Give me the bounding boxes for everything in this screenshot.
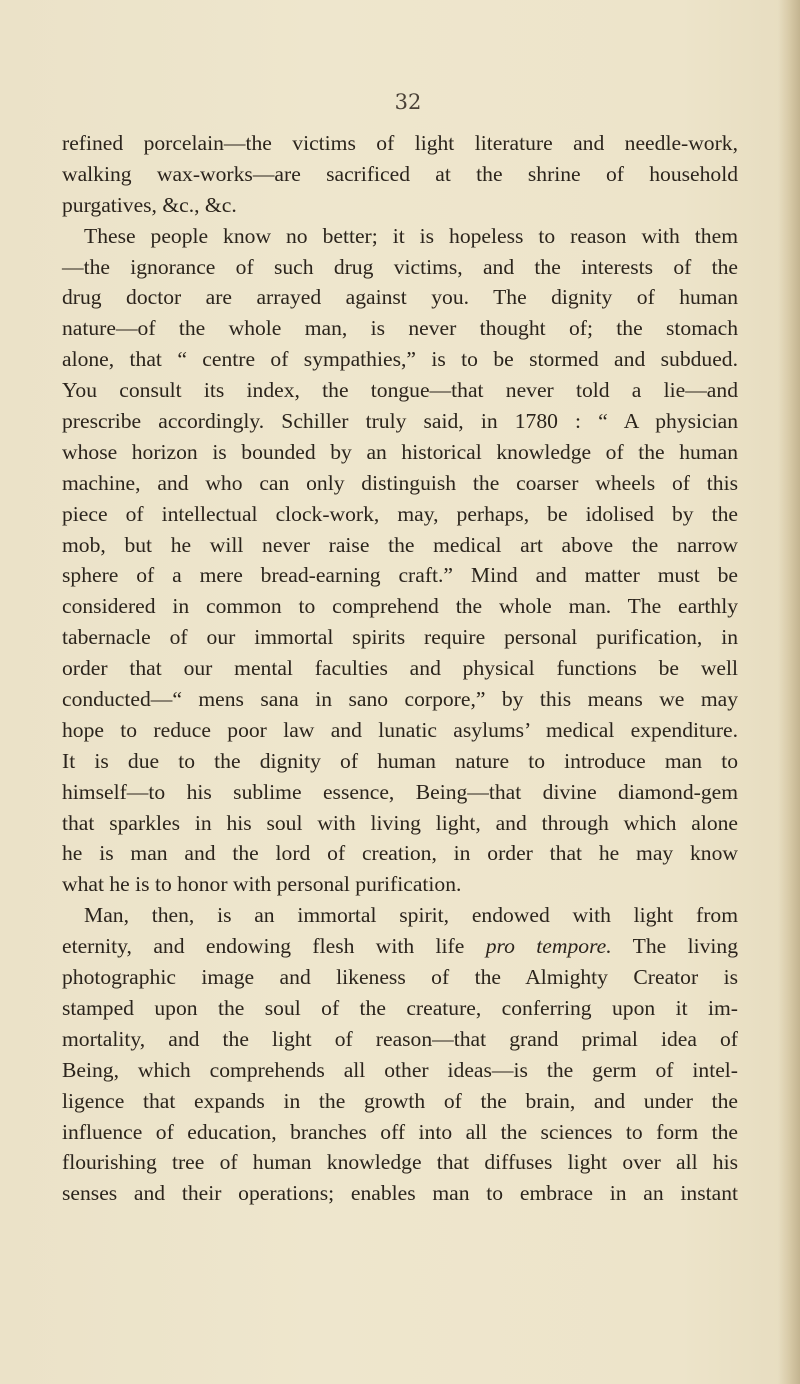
- text-line: Being, which comprehends all other ideas—is the germ of intel-: [62, 1057, 738, 1082]
- text-line: whose horizon is bounded by an historical knowledge of the human: [62, 439, 738, 464]
- text-line: flourishing tree of human knowledge that diffuses light over all his: [62, 1150, 738, 1175]
- text-line: alone, that “ centre of sympathies,” is to be stormed and subdued.: [62, 347, 738, 372]
- text-line: —the ignorance of such drug victims, and the interests of the: [62, 254, 738, 279]
- text-line: influence of education, branches off into all the sciences to form the: [62, 1119, 738, 1144]
- text-line: considered in common to comprehend the whole man. The earthly: [62, 594, 738, 619]
- page-body-text: [62, 128, 738, 1209]
- italic-phrase: pro tempore.: [485, 934, 612, 959]
- text-line: drug doctor are arrayed against you. The dignity of human: [62, 285, 738, 310]
- paragraph-start-line: These people know no better; it is hopeless to reason with them: [84, 223, 738, 248]
- text-line: walking wax-works—are sacrificed at the shrine of household: [62, 161, 738, 186]
- text-line: piece of intellectual clock-work, may, perhaps, be idolised by the: [62, 501, 738, 526]
- text-line: mortality, and the light of reason—that grand primal idea of: [62, 1026, 738, 1051]
- text-line: prescribe accordingly. Schiller truly said, in 1780 : “ A physician: [62, 409, 738, 434]
- text-segment: The living: [611, 934, 738, 959]
- text-line: nature—of the whole man, is never thought of; the stomach: [62, 316, 738, 341]
- paragraph-start-line: Man, then, is an immortal spirit, endowed with light from: [84, 903, 738, 928]
- text-line: order that our mental faculties and physical functions be well: [62, 656, 738, 681]
- text-line-with-italic: [62, 931, 738, 962]
- text-line: he is man and the lord of creation, in order that he may know: [62, 841, 738, 866]
- text-line: stamped upon the soul of the creature, conferring upon it im-: [62, 995, 738, 1020]
- text-line: purgatives, &c., &c.: [62, 192, 237, 217]
- text-line: You consult its index, the tongue—that never told a lie—and: [62, 378, 738, 403]
- text-line: It is due to the dignity of human nature to introduce man to: [62, 748, 738, 773]
- text-line: senses and their operations; enables man to embrace in an instant: [62, 1181, 738, 1206]
- text-segment: eternity, and endowing flesh with life: [62, 934, 486, 959]
- text-line: machine, and who can only distinguish the coarser wheels of this: [62, 470, 738, 495]
- text-line: conducted—“ mens sana in sano corpore,” by this means we may: [62, 687, 738, 712]
- page-edge-shadow: [778, 0, 800, 1384]
- text-line: mob, but he will never raise the medical art above the narrow: [62, 532, 738, 557]
- text-line: refined porcelain—the victims of light literature and needle-work,: [62, 131, 738, 155]
- page-number: 32: [394, 90, 422, 114]
- text-line: ligence that expands in the growth of the brain, and under the: [62, 1088, 738, 1113]
- text-line: tabernacle of our immortal spirits require personal purification, in: [62, 625, 738, 650]
- text-line: himself—to his sublime essence, Being—that divine diamond-gem: [62, 779, 738, 804]
- text-line: hope to reduce poor law and lunatic asylums’ medical expenditure.: [62, 717, 738, 742]
- text-line: that sparkles in his soul with living light, and through which alone: [62, 810, 738, 835]
- text-line: what he is to honor with personal purification.: [62, 872, 462, 897]
- text-line: photographic image and likeness of the Almighty Creator is: [62, 965, 738, 990]
- text-line: sphere of a mere bread-earning craft.” Mind and matter must be: [62, 563, 738, 588]
